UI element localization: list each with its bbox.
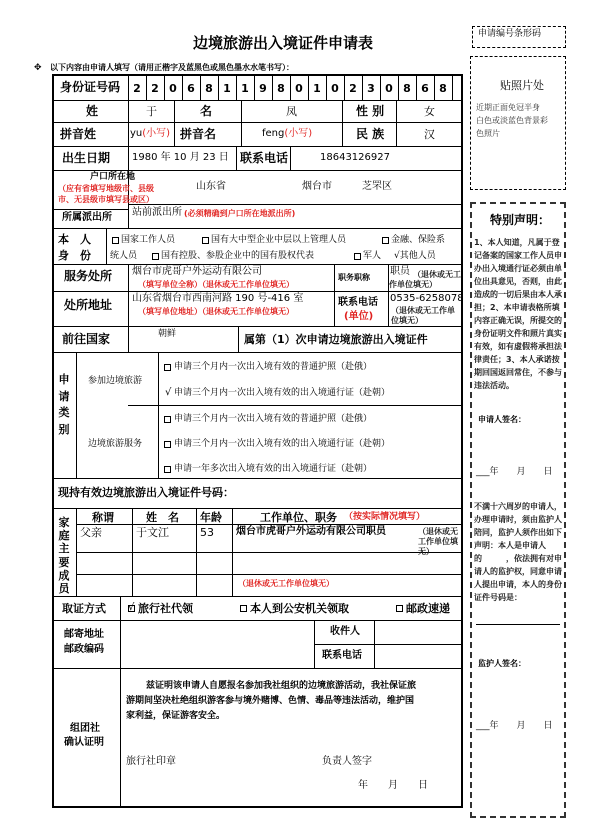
category-check-mark[interactable]: √	[165, 387, 172, 398]
surname-value[interactable]: 于	[146, 105, 157, 118]
pinyin-given-label: 拼音名	[180, 127, 217, 141]
identity-option: 金融、保险系	[391, 235, 446, 245]
police-station-label: 所属派出所	[62, 212, 112, 223]
ethnicity-value[interactable]: 汉	[424, 128, 435, 141]
id-digit: 6	[421, 82, 429, 95]
pinyin-surname-field[interactable]	[130, 129, 170, 139]
identity-label: 本 人	[58, 233, 91, 246]
photo-label: 贴照片处	[500, 79, 544, 92]
identity-label: 身 份	[58, 249, 91, 262]
id-digit: 3	[367, 82, 375, 95]
mail-address-label: 邮寄地址	[64, 629, 104, 640]
barcode-box	[472, 26, 566, 48]
destination-label: 前往国家	[62, 332, 111, 346]
id-digit: 2	[349, 82, 357, 95]
job-title-note: （退休或无工作单位填无）	[389, 270, 461, 289]
hukou-label: 户口所在地	[90, 172, 136, 182]
pickup-check-mark: √	[128, 602, 135, 613]
pickup-checkbox[interactable]	[396, 605, 403, 612]
applicant-signature-label: 申请人签名：	[478, 415, 526, 424]
category-option: 申请三个月内一次出入境有效的出入境通行证（赴朝）	[174, 388, 391, 398]
id-digit: 9	[259, 82, 267, 95]
guardian-sign-date: ___年 月 日	[476, 721, 553, 731]
category-option: 申请三个月内一次出入境有效的出入境通行证（赴朝）	[174, 439, 391, 449]
work-phone-value[interactable]: 0535-6258078	[390, 293, 464, 304]
birth-date-label: 出生日期	[62, 151, 111, 165]
id-digit: 1	[241, 82, 249, 95]
identity-checkbox[interactable]	[202, 237, 209, 244]
family-header-age: 年龄	[200, 511, 222, 524]
hukou-city[interactable]: 烟台市	[302, 181, 332, 192]
identity-option: 国有控股、参股企业中的国有股权代表	[161, 251, 315, 261]
family-row-name[interactable]: 于文江	[136, 526, 169, 539]
id-digit: 0	[331, 82, 339, 95]
id-digit: 1	[313, 82, 321, 95]
id-digit: 0	[169, 82, 177, 95]
id-digit: 0	[295, 82, 303, 95]
hukou-province[interactable]: 山东省	[196, 181, 226, 192]
recipient-label: 收件人	[330, 626, 360, 637]
declaration-title: 特别声明：	[490, 213, 551, 227]
family-header-work: 工作单位、职务	[260, 511, 337, 524]
work-address-label: 处所地址	[64, 298, 113, 312]
category-checkbox[interactable]	[164, 466, 171, 473]
existing-permit-label: 现持有效边境旅游出入境证件号码：	[58, 486, 234, 499]
identity-option: 统人员	[110, 251, 138, 261]
id-digit: 8	[403, 82, 411, 95]
job-title-label: 职务职称	[338, 273, 370, 282]
employer-value[interactable]: 烟台市虎哥户外运动有限公司	[132, 266, 262, 277]
category-option: 申请三个月内一次出入境有效的普通护照（赴俄）	[174, 362, 373, 372]
agency-statement: 游期间坚决杜绝组织游客参与境外赌博、色情、毒品等违法活动，维护国	[126, 696, 415, 706]
applicant-sign-date: ___年 月 日	[476, 467, 553, 477]
work-address-note: （填写单位地址）（退休或无工作单位填无）	[138, 307, 294, 316]
employer-label: 服务处所	[64, 269, 113, 283]
pinyin-surname-value: yu	[130, 128, 143, 139]
category-checkbox[interactable]	[164, 441, 171, 448]
pinyin-given-value: feng	[262, 128, 285, 139]
agency-label: 组团社	[70, 723, 100, 734]
guardian-signature-label: 监护人签名：	[478, 659, 526, 668]
pickup-label: 取证方式	[62, 602, 106, 615]
declaration-text: 1、本人知道，凡属于登记备案的国家工作人员申办出入境通行证必须由单位出具意见，否则，由此造成的一切后果由本人承担；2、本申请表格所填内容正确无误，所提交的身份证明文件和照片真实有效，如有虚假将承担法律责任；3、本人承诺按期回国返回常住，不参与违法活动。	[474, 238, 562, 390]
employer-note: （填写单位全称）（退休或无工作单位填无）	[138, 280, 294, 289]
photo-note: 色照片	[476, 129, 500, 138]
identity-checkbox[interactable]	[112, 237, 119, 244]
hukou-note: （应有省填写地级市、县级	[58, 184, 154, 193]
given-name-value[interactable]: 凤	[286, 105, 297, 118]
work-phone-note: （退休或无工作单位填无）	[391, 306, 455, 325]
family-label: 家庭主要成员	[58, 516, 70, 595]
police-station-value[interactable]: 站前派出所	[132, 207, 182, 218]
police-station-note: (必须精确到户口所在地派出所)	[184, 209, 296, 218]
id-digit: 8	[439, 82, 447, 95]
mail-zip-label: 邮政编码	[64, 644, 104, 655]
surname-label: 姓	[86, 104, 99, 118]
id-digit: 6	[187, 82, 195, 95]
family-header-note: （按实际情况填写）	[344, 512, 426, 522]
given-name-label: 名	[200, 104, 213, 118]
id-digit: 1	[223, 82, 231, 95]
agency-label: 确认证明	[64, 737, 104, 748]
category-service-label: 边境旅游服务	[88, 439, 143, 449]
agency-statement: 家利益，保证游客安全。	[126, 711, 226, 721]
family-row-age[interactable]: 53	[200, 526, 214, 539]
id-digit: 0	[385, 82, 393, 95]
form-title: 边境旅游出入境证件申请表	[193, 34, 374, 52]
pickup-option: 旅行社代领	[138, 602, 193, 615]
agency-statement: 兹证明该申请人自愿报名参加我社组织的边境旅游活动，我社保证旅	[146, 681, 417, 691]
gender-label: 性 别	[356, 104, 385, 118]
pinyin-surname-label: 拼音姓	[60, 127, 97, 141]
agency-signature-label: 负责人签字	[322, 756, 372, 767]
barcode-label: 申请编号条形码	[478, 29, 542, 39]
id-digit: 2	[133, 82, 141, 95]
photo-note: 近期正面免冠半身	[476, 103, 540, 112]
id-digit: 8	[205, 82, 213, 95]
pickup-option: 邮政速递	[406, 602, 450, 615]
id-number-label: 身份证号码	[60, 80, 121, 94]
pickup-option: 本人到公安机关领取	[250, 602, 349, 615]
identity-option: 国有大中型企业中层以上管理人员	[211, 235, 347, 245]
work-phone-label: 联系电话	[338, 297, 378, 308]
mail-phone-label: 联系电话	[322, 650, 362, 661]
pinyin-surname-hint: (小写)	[142, 128, 171, 139]
pickup-checkbox[interactable]	[240, 605, 247, 612]
identity-option: 军人	[363, 251, 382, 261]
family-bottom-note: （退休或无工作单位填无）	[238, 579, 334, 588]
birth-date-value[interactable]: 1980 年 10 月 23 日	[132, 152, 229, 163]
family-header-relation: 称谓	[92, 511, 114, 524]
hukou-district[interactable]: 芝罘区	[362, 181, 392, 192]
category-option: 申请一年多次出入境有效的出入境通行证（赴朝）	[174, 464, 373, 474]
photo-note: 白色或淡蓝色背景彩	[476, 116, 548, 125]
agency-seal-label: 旅行社印章	[126, 756, 176, 767]
hukou-note: 市、无县级市填写县或区）	[58, 195, 154, 204]
destination-value[interactable]: 朝鲜	[158, 329, 177, 339]
pinyin-given-field[interactable]	[262, 129, 312, 139]
family-header-name: 姓 名	[146, 511, 179, 524]
ethnicity-label: 民 族	[356, 127, 385, 141]
gender-value[interactable]: 女	[424, 105, 435, 118]
identity-checkbox[interactable]	[382, 237, 389, 244]
category-tour-label: 参加边境旅游	[88, 376, 143, 386]
identity-option: 国家工作人员	[121, 235, 176, 245]
work-phone-sub: (单位)	[344, 311, 374, 322]
category-option: 申请三个月内一次出入境有效的普通护照（赴俄）	[174, 414, 373, 424]
phone-value[interactable]: 18643126927	[320, 152, 390, 163]
family-row-relation[interactable]: 父亲	[80, 526, 102, 539]
phone-label: 联系电话	[240, 151, 289, 165]
category-checkbox[interactable]	[164, 364, 171, 371]
move-handle-icon[interactable]: ✥	[34, 63, 42, 73]
guardian-statement: 不满十六周岁的申请人，办理申请时，须由监护人陪同，监护人须作出如下声明：本人是申请人的 ，依法拥有对申请人的监护权，同意申请人提出申请，本人的身份证件号码是：	[474, 502, 562, 602]
id-digit: 8	[277, 82, 285, 95]
work-address-value[interactable]: 山东省烟台市西南河路 190 号-416 室	[132, 293, 304, 304]
job-title-value[interactable]: 职员	[390, 266, 410, 277]
family-row-note: （退休或无工作单位填无）	[418, 527, 458, 556]
application-count-text: 属第（1）次申请边境旅游出入境证件	[244, 333, 428, 346]
category-label: 申请类别	[58, 373, 70, 436]
pinyin-given-hint: (小写)	[284, 128, 313, 139]
instruction-text: 以下内容由申请人填写（请用正楷字及蓝黑色或黑色墨水水笔书写）：	[50, 63, 294, 72]
identity-checkbox[interactable]	[152, 253, 159, 260]
identity-option: 其他人员	[399, 251, 436, 261]
category-checkbox[interactable]	[164, 416, 171, 423]
family-row-work[interactable]: 烟台市虎哥户外运动有限公司职员	[236, 526, 386, 537]
identity-checkbox[interactable]	[354, 253, 361, 260]
id-digit: 2	[151, 82, 159, 95]
identity-option-checked[interactable]: √其他人员	[394, 251, 436, 261]
agency-date: 年 月 日	[358, 780, 428, 791]
